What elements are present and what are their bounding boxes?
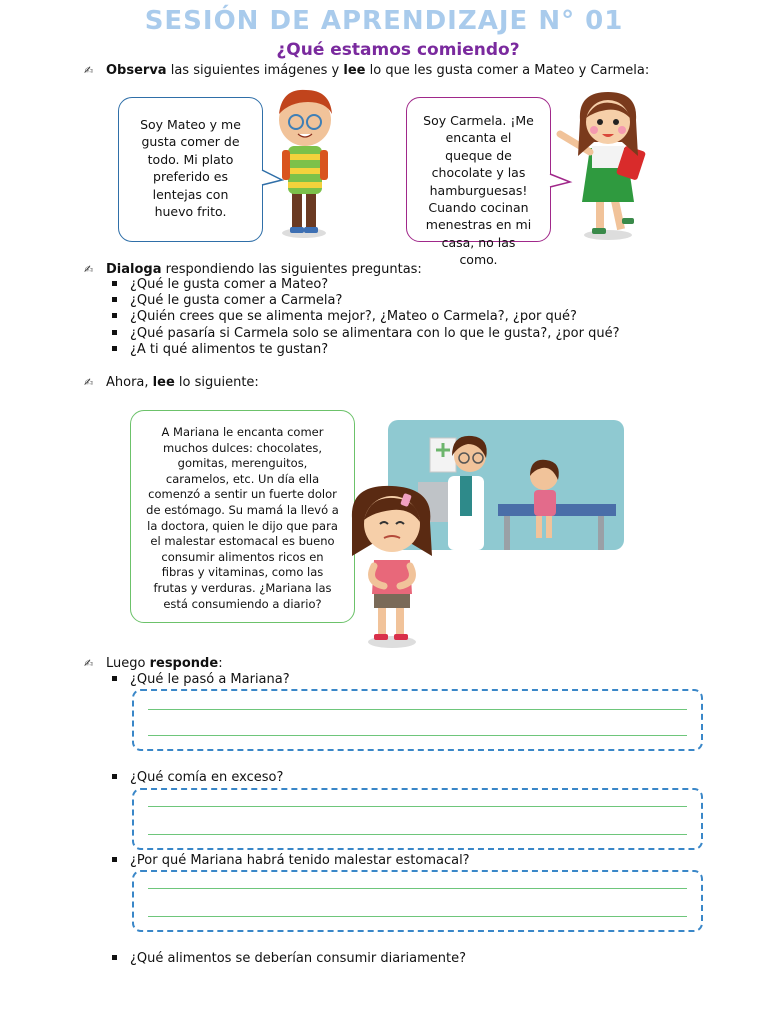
pencil-icon: ✍	[84, 376, 94, 389]
pencil-icon: ✍	[84, 64, 94, 77]
respond-keyword: responde	[149, 656, 219, 671]
page-title: SESIÓN DE APRENDIZAJE N° 01	[144, 6, 624, 36]
dialog-instruction	[84, 262, 422, 277]
page-subtitle: ¿Qué estamos comiendo?	[276, 40, 520, 60]
dialog-text: respondiendo las siguientes preguntas:	[161, 262, 422, 277]
dialog-keyword: Dialoga	[106, 262, 162, 277]
read-instruction	[84, 375, 259, 390]
dialog-question: ¿Qué le gusta comer a Mateo?	[130, 277, 329, 292]
list-item	[112, 342, 620, 358]
intro-instruction	[84, 63, 649, 78]
list-item	[112, 326, 620, 342]
dialog-question: ¿Qué le gusta comer a Carmela?	[130, 293, 343, 309]
respond-question-2	[112, 770, 283, 785]
bullet-square-icon	[112, 313, 117, 318]
answer-box-2[interactable]	[132, 788, 703, 850]
mariana-story-box: A Mariana le encanta comer muchos dulces: chocolates, gomitas, merenguitos, caramelos, etc. Un día ella comenzó a sentir un fuerte dolor de estómago. Su mamá la llevó a la doctora, quien le dijo que para el malestar estomacal es bueno consumir alimentos ricos en fibras y vitaminas, como las frutas y verduras. ¿Mariana las está consumiendo a diario?	[130, 410, 355, 623]
respond-question-4	[112, 951, 466, 966]
list-item	[112, 309, 620, 325]
respond-question-text: ¿Qué comía en exceso?	[130, 770, 284, 785]
dialog-question: ¿Quién crees que se alimenta mejor?, ¿Mateo o Carmela?, ¿por qué?	[130, 309, 577, 325]
respond-text-1: Luego	[106, 656, 150, 671]
bullet-square-icon	[112, 676, 117, 681]
answer-box-3[interactable]	[132, 870, 703, 932]
dialog-question-list	[112, 277, 620, 358]
respond-question-text: ¿Qué alimentos se deberían consumir diariamente?	[130, 951, 467, 966]
respond-instruction	[84, 656, 223, 671]
answer-line	[148, 888, 687, 889]
mateo-illustration	[268, 82, 348, 242]
intro-keyword-observa: Observa	[106, 63, 167, 78]
respond-question-1	[112, 672, 290, 687]
pencil-icon: ✍	[84, 657, 94, 670]
answer-line	[148, 806, 687, 807]
intro-text-1: las siguientes imágenes y	[166, 63, 344, 78]
carmela-illustration	[556, 86, 666, 244]
pencil-icon: ✍	[84, 263, 94, 276]
carmela-speech-bubble: Soy Carmela. ¡Me encanta el queque de chocolate y las hamburguesas! Cuando cocinan menestras en mi casa, no las como.	[406, 97, 551, 242]
answer-line	[148, 834, 687, 835]
list-item	[112, 293, 620, 309]
mariana-illustration	[340, 482, 436, 652]
bullet-square-icon	[112, 774, 117, 779]
respond-question-text: ¿Qué le pasó a Mariana?	[130, 672, 290, 687]
respond-question-3	[112, 853, 470, 868]
intro-text-2: lo que les gusta comer a Mateo y Carmela:	[365, 63, 650, 78]
dialog-question: ¿Qué pasaría si Carmela solo se alimentara con lo que le gusta?, ¿por qué?	[130, 325, 620, 341]
answer-line	[148, 709, 687, 710]
bullet-square-icon	[112, 955, 117, 960]
list-item	[112, 277, 620, 293]
intro-keyword-lee: lee	[343, 63, 366, 78]
bullet-square-icon	[112, 330, 117, 335]
read-keyword: lee	[152, 375, 175, 390]
read-text-2: lo siguiente:	[174, 375, 259, 390]
answer-box-1[interactable]	[132, 689, 703, 751]
bullet-square-icon	[112, 281, 117, 286]
mateo-speech-bubble: Soy Mateo y me gusta comer de todo. Mi plato preferido es lentejas con huevo frito.	[118, 97, 263, 242]
answer-line	[148, 916, 687, 917]
bullet-square-icon	[112, 857, 117, 862]
respond-question-text: ¿Por qué Mariana habrá tenido malestar estomacal?	[130, 853, 470, 868]
dialog-question: ¿A ti qué alimentos te gustan?	[130, 341, 329, 357]
bullet-square-icon	[112, 297, 117, 302]
answer-line	[148, 735, 687, 736]
bullet-square-icon	[112, 346, 117, 351]
respond-text-2: :	[218, 656, 223, 671]
read-text-1: Ahora,	[106, 375, 153, 390]
